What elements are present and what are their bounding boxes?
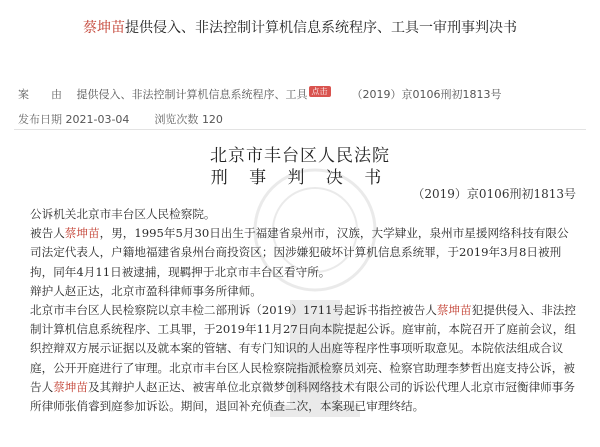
paragraph-proceedings bbox=[30, 301, 578, 416]
defendant-name-highlight[interactable]: 蔡坤苗 bbox=[83, 20, 125, 36]
divider bbox=[14, 129, 586, 130]
views-count: 120 bbox=[201, 113, 223, 126]
court-name: 北京市丰台区人民法院 bbox=[210, 146, 390, 166]
paragraph-defendant bbox=[30, 224, 578, 282]
paragraph-text: 及其辩护人赵正达、被害单位北京微梦创科网络技术有限公司的诉讼代理人北京市冠衡律师事务所律师张俏睿到庭参加诉讼。期间，退回补充侦查二次，本案现已审理终结。 bbox=[30, 379, 575, 414]
defendant-name-highlight[interactable]: 蔡坤苗 bbox=[436, 303, 472, 318]
paragraph-text: 北京市丰台区人民检察院以京丰检二部刑诉（2019）1711号起诉书指控被告人 bbox=[30, 303, 437, 318]
document-case-code: （2019）京0106刑初1813号 bbox=[412, 187, 576, 201]
defendant-name-highlight[interactable]: 蔡坤苗 bbox=[64, 226, 100, 241]
page-title bbox=[0, 18, 600, 38]
publish-date-label: 发布日期 bbox=[18, 113, 62, 126]
info-row bbox=[18, 111, 223, 127]
case-cause-value: 提供侵入、非法控制计算机信息系统程序、工具 bbox=[76, 88, 308, 101]
judgment-body bbox=[30, 205, 578, 416]
document-type: 刑 事 判 决 书 bbox=[210, 168, 390, 188]
click-badge[interactable]: 点击 bbox=[309, 86, 331, 97]
case-cause-label: 案 由 bbox=[18, 88, 62, 101]
paragraph-text: 公诉机关北京市丰台区人民检察院。 bbox=[30, 207, 216, 221]
case-row bbox=[18, 86, 501, 102]
paragraph-text: 犯提供侵入、非法控制计算机信息系统程序、工具罪，于2019年11月27日向本院提起公诉。庭审前，本院召开了庭前会议，组织控辩双方展示证据以及就本案的管辖、有专门知识的人出庭等程序性事项听取意见。本院依法组成合议庭，公开开庭进行了审理。北京市丰台区人民检察院指派检察员刘亮、检察官助理李梦哲出庭支持公诉，被告人 bbox=[30, 303, 576, 394]
defendant-name-highlight[interactable]: 蔡坤苗 bbox=[53, 379, 88, 394]
views-label: 浏览次数 bbox=[154, 113, 199, 126]
paragraph-text: ，男，1995年5月30日出生于福建省泉州市，汉族，大学肄业，泉州市星援网络科技有限公司法定代表人，户籍地福建省泉州台商投资区；因涉嫌犯破坏计算机信息系统罪，于2019年3月8日被刑拘，同年4月11日被逮捕，现羁押于北京市丰台区看守所。 bbox=[30, 226, 569, 279]
page-title-text: 提供侵入、非法控制计算机信息系统程序、工具一审刑事判决书 bbox=[125, 20, 517, 36]
publish-date-value: 2021-03-04 bbox=[65, 113, 130, 126]
case-number: （2019）京0106刑初1813号 bbox=[351, 88, 502, 101]
paragraph-text: 被告人 bbox=[30, 226, 65, 241]
paragraph-defense-counsel bbox=[30, 282, 578, 301]
paragraph-text: 辩护人赵正达，北京市盈科律师事务所律师。 bbox=[30, 283, 262, 298]
paragraph-prosecutor bbox=[30, 205, 578, 224]
